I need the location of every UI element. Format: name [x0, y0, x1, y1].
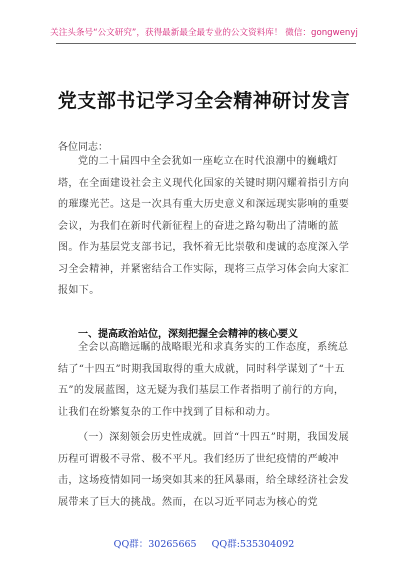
salutation: 各位同志：: [58, 142, 108, 153]
footer-qq-group-2: QQ群:535304092: [211, 539, 295, 550]
header-divider: [56, 43, 356, 44]
paragraph-section-1: 全会以高瞻远瞩的战略眼光和求真务实的工作态度，系统总结了“十四五”时期我国取得的重大成就，同时科学谋划了“十五五”的发展蓝图，这无疑为我们基层工作者指明了前行的方向，让我们在纷繁复杂的工作中找到了目标和动力。: [58, 342, 349, 418]
paragraph-intro: 党的二十届四中全会犹如一座屹立在时代浪潮中的巍峨灯塔，在全面建设社会主义现代化国家的关键时期闪耀着指引方向的璀璨光芒。这是一次具有重大历史意义和深远现实影响的重要会议，为我们在新时代新征程上的奋进之路勾勒出了清晰的蓝图。作为基层党支部书记，我怀着无比崇敬和虔诚的态度深入学习全会精神，并紧密结合工作实际，现将三点学习体会向大家汇报如下。: [58, 156, 350, 296]
document-title: 党支部书记学习全会精神研讨发言: [57, 90, 351, 112]
footer-contacts: [0, 536, 408, 550]
paragraph-subsection-1: （一）深刻领会历史性成就。回首“十四五”时期，我国发展历程可谓极不寻常、极不平凡。我们经历了世纪疫情的严峻冲击，这场疫情如同一场突如其来的狂风暴雨，给全球经济社会发展带来了巨大的挑战。然而，在以习近平同志为核心的党: [58, 432, 350, 508]
section-heading-1: 一、提高政治站位，深刻把握全会精神的核心要义: [78, 329, 298, 340]
header-note: 关注头条号“公文研究”，获得最新最全最专业的公文资料库！ 微信：gongwenyj: [50, 28, 358, 38]
footer-qq-group-1: QQ群：30265665: [113, 539, 197, 550]
